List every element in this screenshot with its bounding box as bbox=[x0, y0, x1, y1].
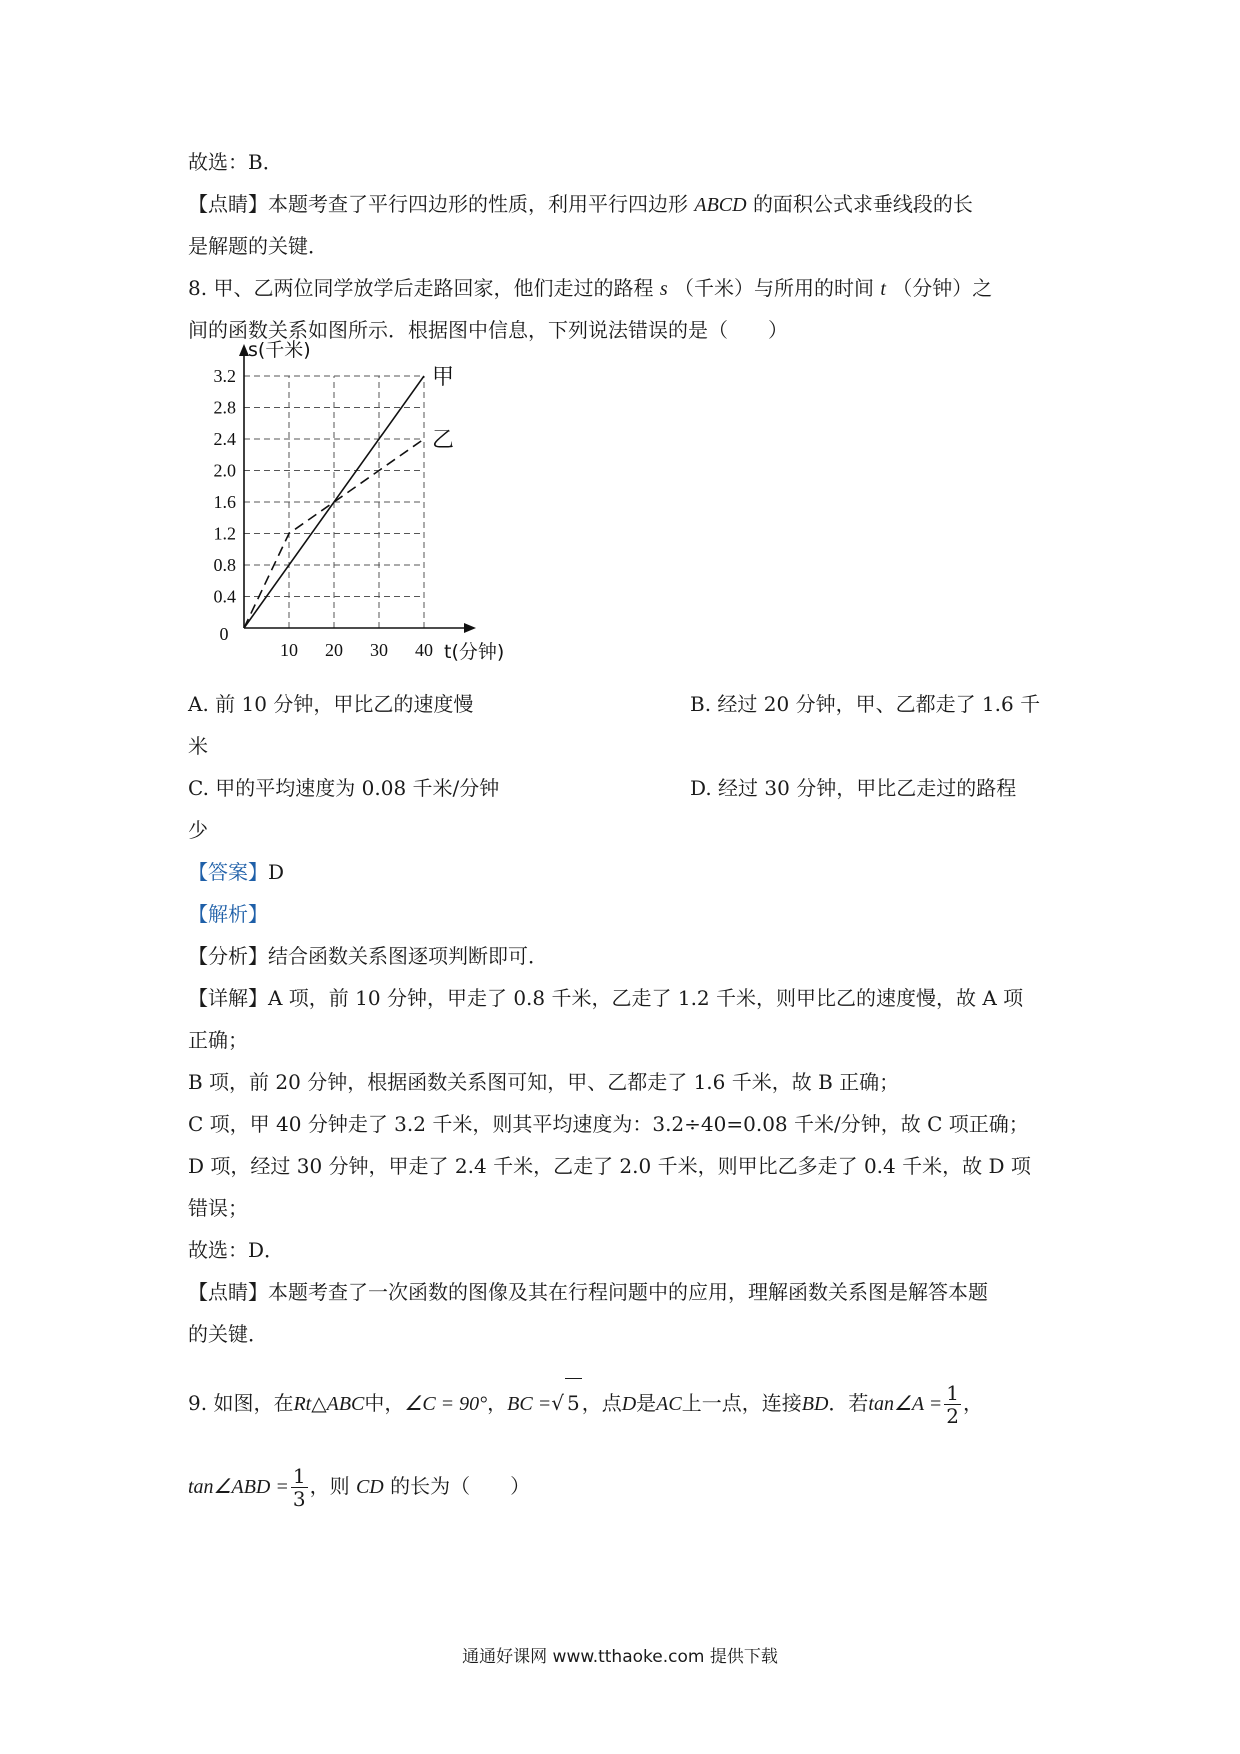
option-c: C. 甲的平均速度为 0.08 千米/分钟 bbox=[188, 776, 500, 800]
x-tick-label: 30 bbox=[370, 640, 388, 660]
y-tick-label: 0.4 bbox=[213, 586, 236, 607]
detail-line-2: 正确； bbox=[188, 1028, 248, 1052]
y-axis-label: s(千米) bbox=[248, 339, 311, 361]
option-b-wrap: 米 bbox=[188, 734, 208, 758]
q9-stem-line-2: tan∠ABD = $\frac{1}{3}$ ，则 CD 的长为（ ） bbox=[188, 1464, 531, 1511]
detail-line-5: D 项，经过 30 分钟，甲走了 2.4 千米，乙走了 2.0 千米，则甲比乙多走了 0.4 千米，故 D 项 bbox=[188, 1154, 1031, 1178]
q8-comment-line-2: 的关键． bbox=[188, 1322, 268, 1346]
x-tick-label: 40 bbox=[415, 640, 433, 660]
option-a: A. 前 10 分钟，甲比乙的速度慢 bbox=[188, 692, 474, 716]
prev-comment-line-1: 【点睛】本题考查了平行四边形的性质，利用平行四边形 ABCD 的面积公式求垂线段的长 bbox=[188, 192, 973, 216]
y-tick-label: 1.2 bbox=[213, 523, 236, 544]
y-tick-label: 3.2 bbox=[213, 366, 236, 386]
analysis-tag: 【解析】 bbox=[188, 902, 268, 926]
detail-line-6: 错误； bbox=[188, 1196, 248, 1220]
x-axis-arrow bbox=[464, 623, 476, 633]
y-tick-label: 1.6 bbox=[213, 492, 236, 512]
q8-choose-line: 故选：D． bbox=[188, 1238, 285, 1262]
detail-line-3: B 项，前 20 分钟，根据函数关系图可知，甲、乙都走了 1.6 千米，故 B 正确； bbox=[188, 1070, 900, 1094]
page-footer: 通通好课网 www.tthaoke.com 提供下载 bbox=[462, 1647, 778, 1667]
chart-series bbox=[244, 365, 454, 628]
fraction-one-third: $\frac{1}{3}$ bbox=[292, 1464, 306, 1511]
x-tick-label: 20 bbox=[325, 640, 343, 660]
x-tick-label: 10 bbox=[280, 640, 298, 660]
fenxi-line: 【分析】结合函数关系图逐项判断即可． bbox=[188, 944, 548, 968]
q8-stem-line-2: 间的函数关系如图所示．根据图中信息，下列说法错误的是（ ） bbox=[188, 318, 788, 342]
series-label: 乙 bbox=[432, 428, 455, 453]
series-label: 甲 bbox=[432, 365, 455, 390]
q9-stem-line-1: 9. 如图，在Rt△ABC中，∠C = 90°，BC =√ 5 ，点D是AC上一点，连接BD．若tan∠A = $\frac{1}{2}$ ， bbox=[188, 1378, 983, 1428]
prev-comment-line-2: 是解题的关键． bbox=[188, 234, 328, 258]
detail-line-4: C 项，甲 40 分钟走了 3.2 千米，则其平均速度为：3.2÷40=0.08 千米/分钟，故 C 项正确； bbox=[188, 1112, 1029, 1136]
answer-line: 【答案】D bbox=[188, 860, 285, 884]
y-tick-label: 0.8 bbox=[213, 555, 236, 575]
prev-choose-line: 故选：B． bbox=[188, 150, 283, 174]
origin-label: 0 bbox=[219, 624, 229, 644]
y-tick-label: 2.8 bbox=[213, 397, 236, 418]
detail-line-1: 【详解】A 项，前 10 分钟，甲走了 0.8 千米，乙走了 1.2 千米，则甲比乙的速度慢，故 A 项 bbox=[188, 986, 1024, 1010]
q8-stem-line-1: 8. 甲、乙两位同学放学后走路回家，他们走过的路程 s （千米）与所用的时间 t （分钟）之 bbox=[188, 276, 993, 300]
y-tick-label: 2.4 bbox=[213, 429, 236, 449]
option-d: D. 经过 30 分钟，甲比乙走过的路程 bbox=[690, 776, 1017, 800]
fraction-one-half: $\frac{1}{2}$ bbox=[946, 1381, 959, 1428]
chart-ticks bbox=[214, 339, 505, 663]
distance-time-chart bbox=[198, 339, 508, 663]
q8-comment-line-1: 【点睛】本题考查了一次函数的图像及其在行程问题中的应用，理解函数关系图是解答本题 bbox=[188, 1280, 988, 1304]
x-axis-label: t(分钟) bbox=[444, 641, 505, 663]
y-tick-label: 2.0 bbox=[213, 460, 236, 481]
option-b: B. 经过 20 分钟，甲、乙都走了 1.6 千 bbox=[690, 692, 1041, 716]
option-d-wrap: 少 bbox=[188, 818, 208, 842]
